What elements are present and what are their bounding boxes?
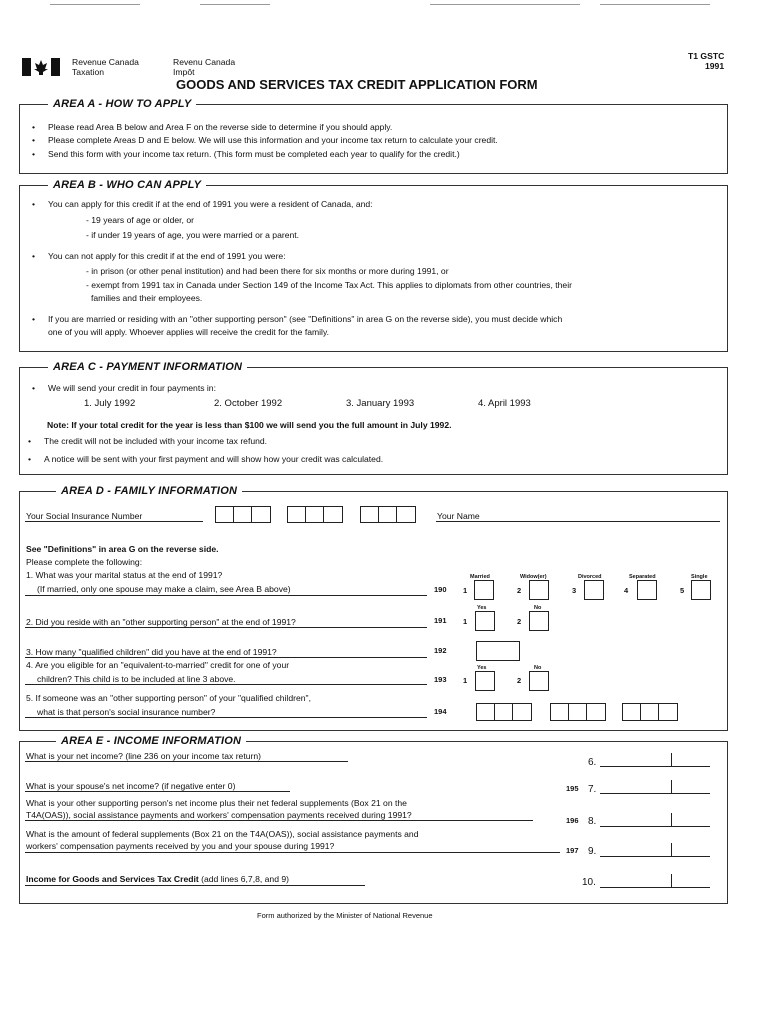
line8-code: 196 [566,816,579,825]
q3-underline [25,657,427,658]
status-married-checkbox[interactable] [474,580,494,600]
line10-underline [25,885,365,886]
sin-divider [396,506,397,522]
line9-code: 197 [566,846,579,855]
area-c-bullet-2: • A notice will be sent with your first payment and will show how your credit was calculated. [44,454,383,464]
sin-field-part1[interactable] [215,506,271,523]
line7-underline [25,791,290,792]
area-a-item: • Please complete Areas D and E below. We will use this information and your income tax return to calculate your credit. [48,135,498,145]
line7-code: 195 [566,784,579,793]
line10-label [26,874,289,884]
sin-divider [658,703,659,720]
q1-code: 190 [434,585,447,594]
status-single-label: Single [691,574,708,580]
cents-divider [671,753,672,766]
area-a-heading: AREA A - HOW TO APPLY [48,98,196,110]
status-num-1: 1 [463,586,468,595]
status-widow-label: Widow(er) [520,574,547,580]
status-num-4: 4 [624,586,629,595]
q5-code: 194 [434,707,447,716]
complete-note: Please complete the following: [26,557,143,567]
q2-opt1: 1 [463,617,468,626]
q2-no-checkbox[interactable] [529,611,549,631]
line6-amount-field[interactable] [600,766,710,767]
sin-divider [305,506,306,522]
line7-amount-field[interactable] [600,793,710,794]
definitions-note: See "Definitions" in area G on the reverse side. [26,544,219,554]
q2-opt2: 2 [517,617,522,626]
area-b-p3-line2: one of you will apply. Whoever applies will receive the credit for the family. [48,327,330,337]
q4-underline [25,684,427,685]
q4-no-label: No [534,665,542,671]
area-c-heading: AREA C - PAYMENT INFORMATION [48,361,247,373]
q2-underline [25,627,427,628]
q3-code: 192 [434,646,447,655]
sin-field-part2[interactable] [287,506,343,523]
q4-yes-checkbox[interactable] [475,671,495,691]
line9-line2: workers' compensation payments received by you and your spouse during 1991? [26,841,335,851]
area-b-p1-sub2: - if under 19 years of age, you were married or a parent. [86,230,300,240]
sin-divider [378,506,379,522]
sin-divider [640,703,641,720]
q5-sin-part2[interactable] [550,703,606,721]
q5-line2: what is that person's social insurance number? [37,707,216,717]
line9-amount-field[interactable] [600,856,710,857]
area-b-p3-line1: • If you are married or residing with an "other supporting person" (see "Definitions" in area G on the reverse side), you must decide which [48,314,562,324]
name-field[interactable] [436,521,720,522]
line7-num: 7. [588,784,597,795]
area-b-p1-sub1: - 19 years of age or older, or [86,215,194,225]
area-c-bullet-1: • The credit will not be included with your income tax refund. [44,436,267,446]
canada-flag-logo [22,57,60,77]
q1-line1: 1. What was your marital status at the end of 1991? [26,570,223,580]
area-b-p2-sub2: - exempt from 1991 tax in Canada under Section 149 of the Income Tax Act. This applies to diplomats from other countries, their [86,280,572,290]
area-b-p1: • You can apply for this credit if at the end of 1991 you were a resident of Canada, and: [48,199,373,209]
sin-divider [512,703,513,720]
status-married-label: Married [470,574,490,580]
q5-sin-part3[interactable] [622,703,678,721]
agency-en-1: Revenue Canada [72,57,139,67]
area-a-item: • Send this form with your income tax return. (This form must be completed each year to qualify for the credit.) [48,149,460,159]
sin-divider [494,703,495,720]
sin-label-underline [25,521,203,522]
line10-amount-field[interactable] [600,887,710,888]
area-d-heading: AREA D - FAMILY INFORMATION [56,485,242,497]
scan-artifact-line [50,4,140,5]
agency-fr-2: Impôt [173,67,195,77]
status-num-5: 5 [680,586,685,595]
payment-3: 3. January 1993 [346,398,415,409]
cents-divider [671,780,672,793]
area-e-heading: AREA E - INCOME INFORMATION [56,735,246,747]
q2-yes-label: Yes [477,605,487,611]
q4-opt1: 1 [463,676,468,685]
q4-code: 193 [434,675,447,684]
form-code: T1 GSTC [688,51,725,61]
line9-underline [25,852,560,853]
sin-divider [586,703,587,720]
q2-code: 191 [434,616,447,625]
agency-fr-1: Revenu Canada [173,57,236,67]
line8-line2: T4A(OAS)), social assistance payments and workers' compensation payments received during 1991? [26,810,412,820]
page-title: GOODS AND SERVICES TAX CREDIT APPLICATION FORM [176,77,538,92]
sin-divider [568,703,569,720]
q4-opt2: 2 [517,676,522,685]
line7-text: What is your spouse's net income? (if negative enter 0) [26,781,236,791]
sin-label: Your Social Insurance Number [26,511,143,521]
sin-divider [233,506,234,522]
line8-underline [25,820,533,821]
q3-children-count-field[interactable] [476,641,520,661]
q4-yes-label: Yes [477,665,487,671]
line9-num: 9. [588,846,597,857]
line6-text: What is your net income? (line 236 on your income tax return) [26,751,262,761]
area-c-intro: • We will send your credit in four payments in: [48,383,216,393]
status-widow-checkbox[interactable] [529,580,549,600]
area-c-note: Note: If your total credit for the year is less than $100 we will send you the full amount in July 1992. [47,420,452,430]
line8-amount-field[interactable] [600,826,710,827]
q4-no-checkbox[interactable] [529,671,549,691]
q5-line1: 5. If someone was an "other supporting person" of your "qualified children", [26,693,311,703]
q5-underline [25,717,427,718]
status-separated-checkbox[interactable] [637,580,657,600]
cents-divider [671,813,672,826]
line10-rest: (add lines 6,7,8, and 9) [201,874,290,884]
form-year: 1991 [705,61,725,71]
q2-text: 2. Did you reside with an "other supporting person" at the end of 1991? [26,617,296,627]
payment-2: 2. October 1992 [214,398,283,409]
q4-line1: 4. Are you eligible for an "equivalent-to-married" credit for one of your [26,660,290,670]
status-divorced-label: Divorced [578,574,602,580]
area-b-p2-sub3: families and their employees. [91,293,203,303]
scan-artifact-line [200,4,270,5]
q1-line2: (If married, only one spouse may make a claim, see Area B above) [37,584,291,594]
area-b-p2-sub1: - in prison (or other penal institution) and had been there for six months or more during 1991, or [86,266,449,276]
area-a-item: • Please read Area B below and Area F on the reverse side to determine if you should apply. [48,122,392,132]
status-divorced-checkbox[interactable] [584,580,604,600]
line10-num: 10. [582,877,596,888]
q4-line2: children? This child is to be included at line 3 above. [37,674,236,684]
scan-artifact-line [600,4,710,5]
cents-divider [671,874,672,887]
scan-artifact-line [430,4,580,5]
line8-num: 8. [588,816,597,827]
line8-line1: What is your other supporting person's net income plus their net federal supplements (Box 21 on the [26,798,407,808]
name-label: Your Name [437,511,480,521]
line6-num: 6. [588,757,597,768]
status-num-2: 2 [517,586,522,595]
line9-line1: What is the amount of federal supplements (Box 21 on the T4A(OAS)), social assistance payments and [26,829,419,839]
line10-bold: Income for Goods and Services Tax Credit [26,874,199,884]
status-num-3: 3 [572,586,577,595]
status-separated-label: Separated [629,574,656,580]
q5-sin-part1[interactable] [476,703,532,721]
q2-no-label: No [534,605,542,611]
footer-note: Form authorized by the Minister of National Revenue [257,911,433,920]
q1-underline [25,595,427,596]
line6-underline [25,761,348,762]
payment-1: 1. July 1992 [84,398,136,409]
sin-field-part3[interactable] [360,506,416,523]
q2-yes-checkbox[interactable] [475,611,495,631]
sin-divider [251,506,252,522]
sin-divider [323,506,324,522]
area-b-p2: • You can not apply for this credit if at the end of 1991 you were: [48,251,286,261]
q3-text: 3. How many "qualified children" did you have at the end of 1991? [26,647,277,657]
agency-en-2: Taxation [72,67,105,77]
payment-4: 4. April 1993 [478,398,531,409]
cents-divider [671,843,672,856]
area-b-heading: AREA B - WHO CAN APPLY [48,179,206,191]
status-single-checkbox[interactable] [691,580,711,600]
